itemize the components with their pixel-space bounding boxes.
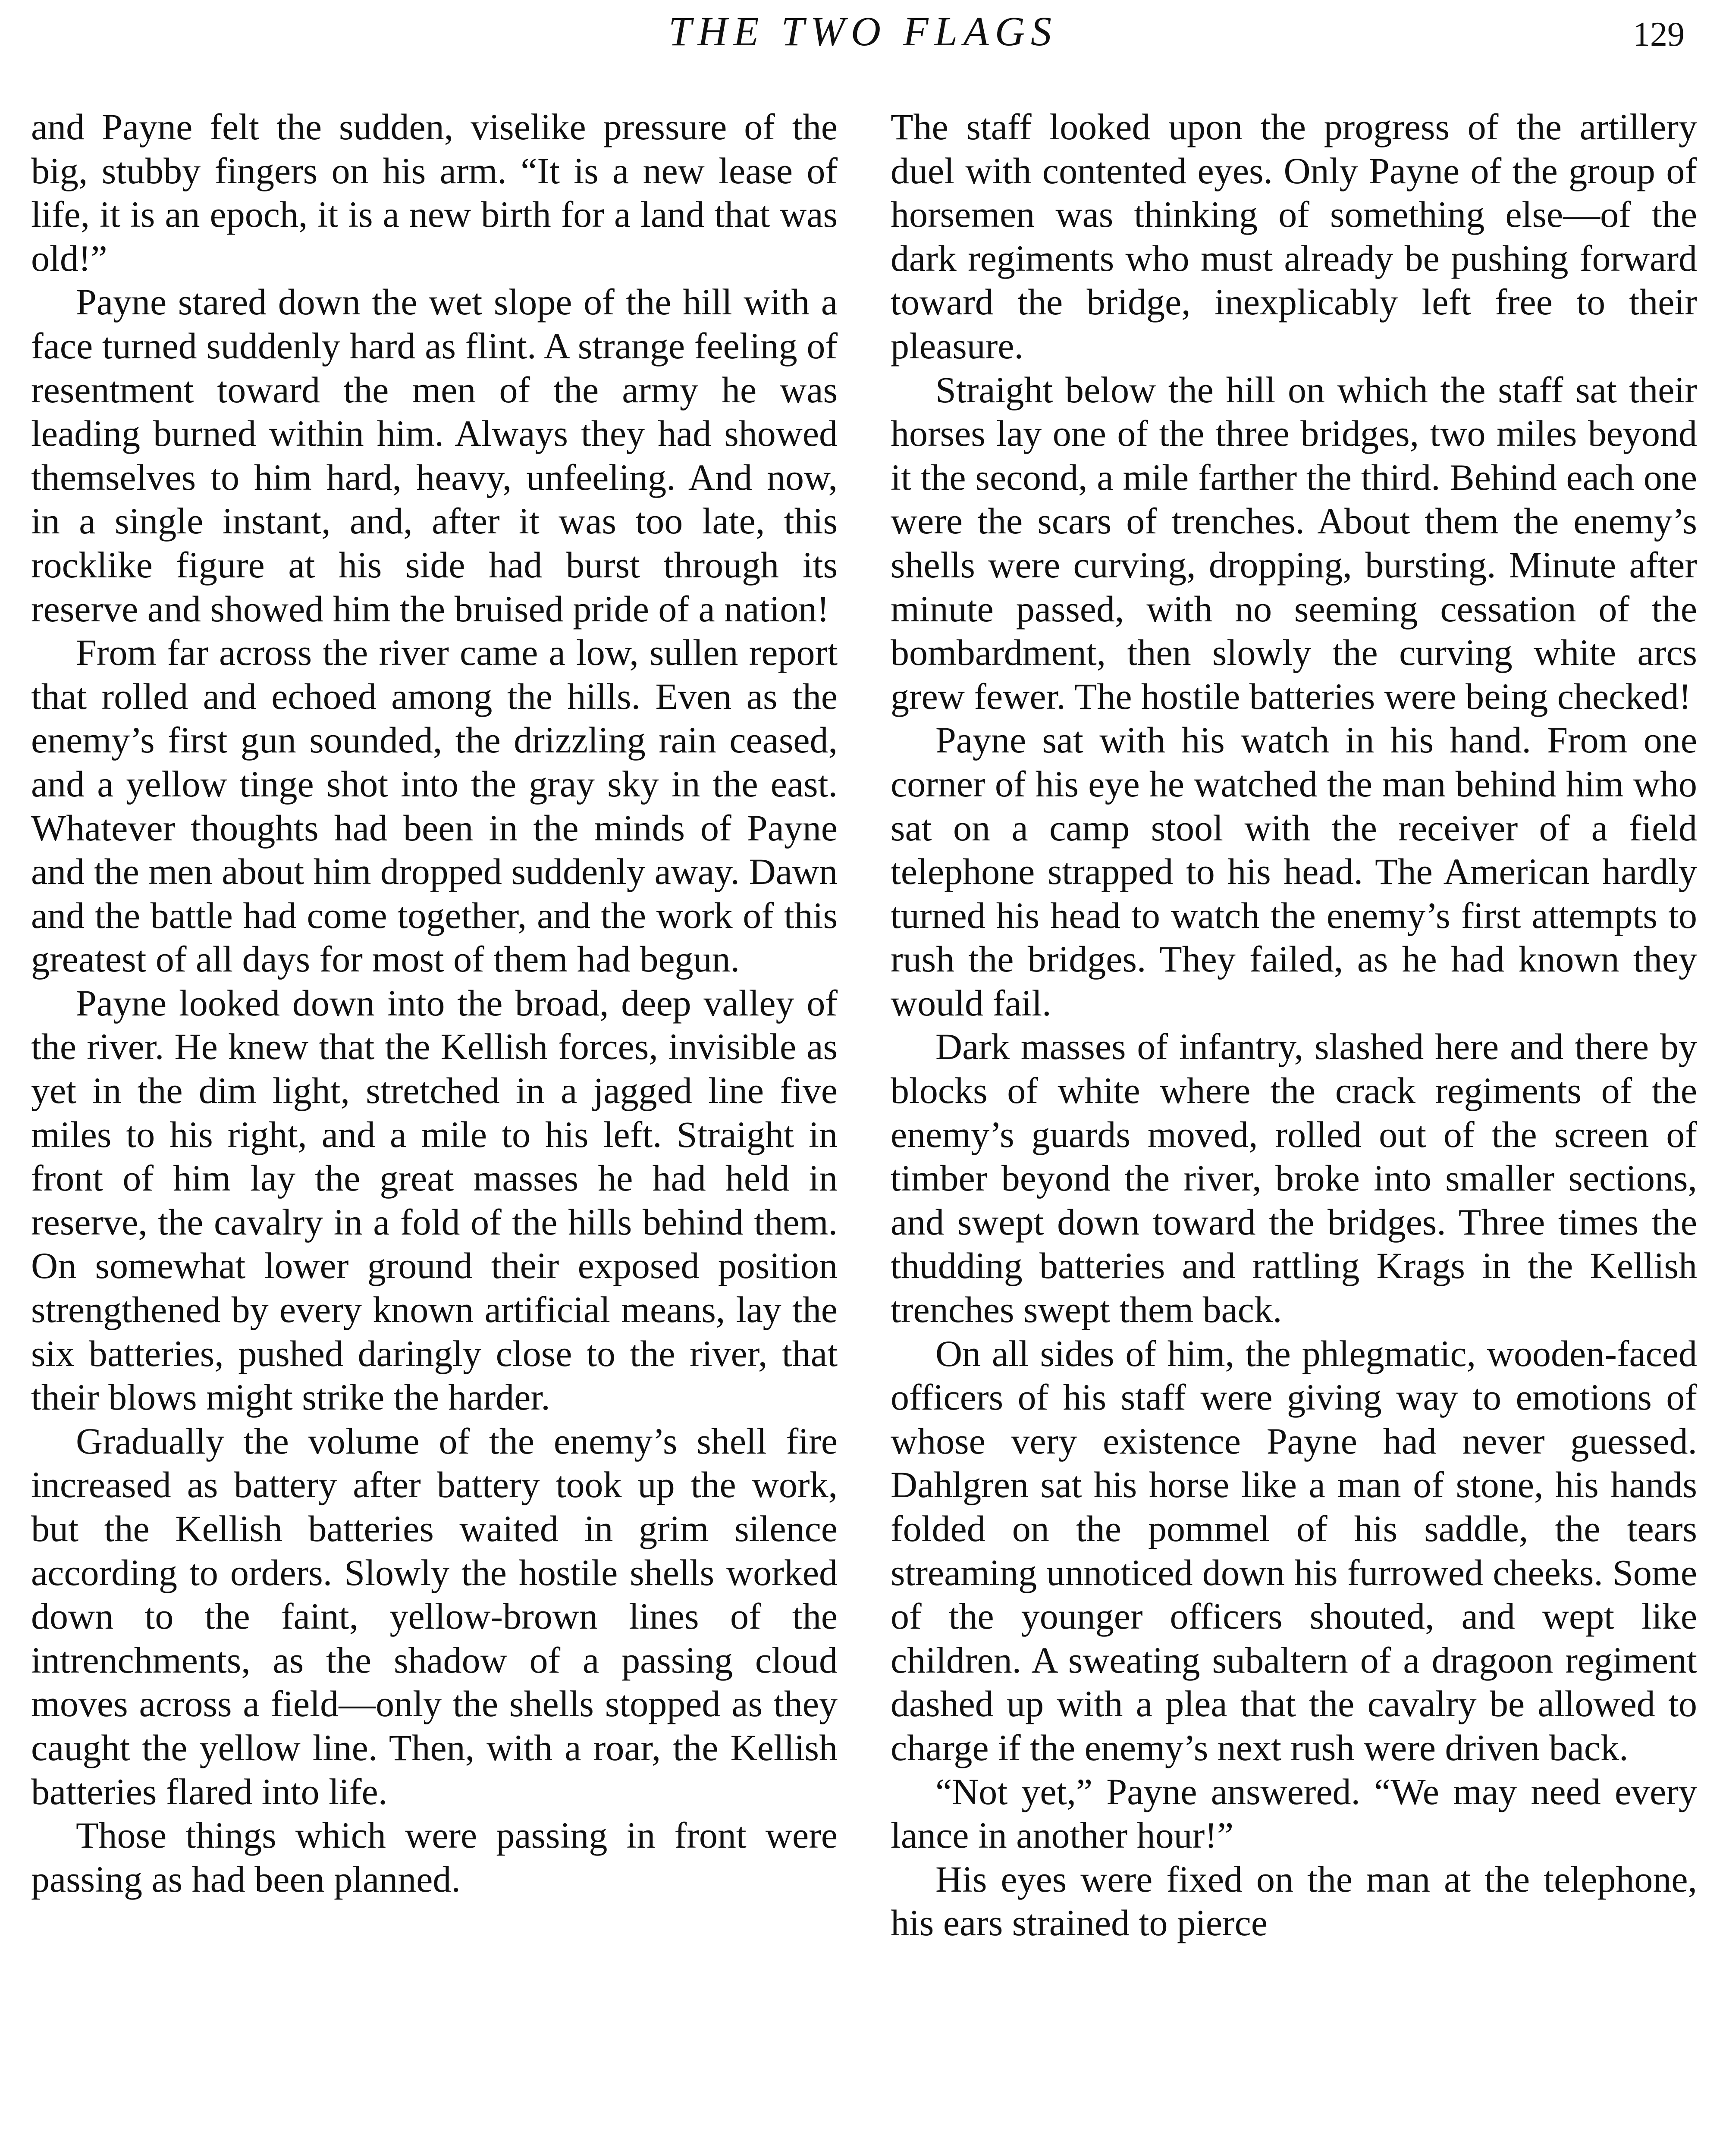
paragraph: The staff looked upon the progress of the artillery duel with contented eyes. Only Payne of the group of horsemen was thinking of something else—of the dark regiments who must already be pushing forward toward the bridge, inexplicably left free to their pleasure. (891, 106, 1697, 367)
paragraph: Payne stared down the wet slope of the hill with a face turned suddenly hard as flint. A strange feeling of resentment toward the men of the army he was leading burned within him. Always they had showed themselves to him hard, heavy, unfeeling. And now, in a single instant, and, after it was too late, this rocklike figure at his side had burst through its reserve and showed him the bruised pride of a nation! (31, 281, 838, 630)
paragraph: Dark masses of infantry, slashed here and there by blocks of white where the crack regiments of the enemy’s guards moved, rolled out of the screen of timber beyond the river, broke into smaller sections, and swept down toward the bridges. Three times the thudding batteries and rattling Krags in the Kellish trenches swept them back. (891, 1026, 1697, 1331)
paragraph: Payne looked down into the broad, deep valley of the river. He knew that the Kellish forces, invisible as yet in the dim light, stretched in a jagged line five miles to his right, and a mile to his left. Straight in front of him lay the great masses he had held in reserve, the cavalry in a fold of the hills behind them. On somewhat lower ground their exposed position strengthened by every known artificial means, lay the six batteries, pushed daringly close to the river, that their blows might strike the harder. (31, 982, 838, 1418)
page-header (0, 0, 1726, 69)
paragraph: On all sides of him, the phlegmatic, wooden-faced officers of his staff were giving way to emotions of whose very existence Payne had never guessed. Dahlgren sat his horse like a man of stone, his hands folded on the pommel of his saddle, the tears streaming unnoticed down his furrowed cheeks. Some of the younger officers shouted, and wept like children. A sweating subaltern of a dragoon regiment dashed up with a plea that the cavalry be allowed to charge if the enemy’s next rush were driven back. (891, 1332, 1697, 1768)
page-number: 129 (1633, 16, 1685, 53)
running-title: THE TWO FLAGS (668, 8, 1058, 54)
paragraph: “Not yet,” Payne answered. “We may need every lance in another hour!” (891, 1771, 1697, 1856)
paragraph: Those things which were passing in front were passing as had been planned. (31, 1814, 838, 1900)
paragraph: and Payne felt the sudden, viselike pressure of the big, stubby fingers on his arm. “It is a new lease of life, it is an epoch, it is a new birth for a land that was old!” (31, 106, 838, 279)
paragraph: Payne sat with his watch in his hand. From one corner of his eye he watched the man behind him who sat on a camp stool with the receiver of a field telephone strapped to his head. The American hardly turned his head to watch the enemy’s first attempts to rush the bridges. They failed, as he had known they would fail. (891, 719, 1697, 1024)
paragraph: From far across the river came a low, sullen report that rolled and echoed among the hills. Even as the enemy’s first gun sounded, the drizzling rain ceased, and a yellow tinge shot into the gray sky in the east. Whatever thoughts had been in the minds of Payne and the men about him dropped suddenly away. Dawn and the battle had come together, and the work of this greatest of all days for most of them had begun. (31, 632, 838, 980)
paragraph: Gradually the volume of the enemy’s shell fire increased as battery after battery took up the work, but the Kellish batteries waited in grim silence according to orders. Slowly the hostile shells worked down to the faint, yellow-brown lines of the intrenchments, as the shadow of a passing cloud moves across a field—only the shells stopped as they caught the yellow line. Then, with a roar, the Kellish batteries flared into life. (31, 1420, 838, 1812)
right-column (891, 105, 1697, 1945)
paragraph: His eyes were fixed on the man at the telephone, his ears strained to pierce (891, 1858, 1697, 1944)
paragraph: Straight below the hill on which the staff sat their horses lay one of the three bridges, two miles beyond it the second, a mile farther the third. Behind each one were the scars of trenches. About them the enemy’s shells were curving, dropping, bursting. Minute after minute passed, with no seeming cessation of the bombardment, then slowly the curving white arcs grew fewer. The hostile batteries were being checked! (891, 369, 1697, 717)
left-column (31, 105, 838, 1901)
